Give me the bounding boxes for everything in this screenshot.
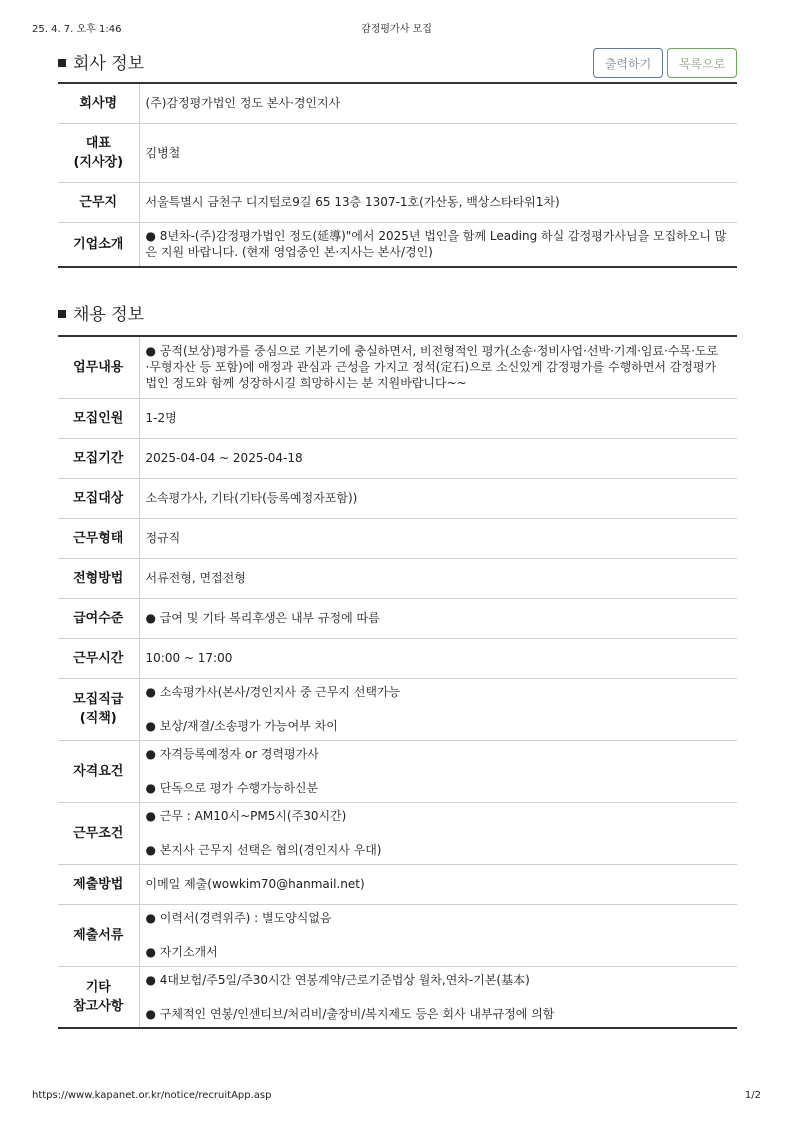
row-label: [58, 398, 139, 438]
row-label: [58, 904, 139, 966]
table-row: [58, 83, 737, 123]
row-label-line: 대표: [85, 135, 111, 151]
company-section-title: 회사 정보: [58, 44, 737, 78]
table-row: [58, 904, 737, 966]
row-value-line: ● 자기소개서: [145, 945, 218, 959]
row-value: [139, 598, 737, 638]
row-value-line: ● 자격등록예정자 or 경력평가사: [145, 747, 319, 761]
row-value-line: ● 본지사 근무지 선택은 협의(경인지사 우대): [145, 843, 382, 857]
row-label-line: 제출방법: [73, 876, 124, 892]
table-row: [58, 518, 737, 558]
table-row: [58, 598, 737, 638]
row-value-line: 이메일 제출(wowkim70@hanmail.net): [145, 877, 365, 891]
recruit-section: [58, 295, 737, 1029]
table-row: [58, 802, 737, 864]
row-label: [58, 336, 139, 398]
row-value-line: ● 이력서(경력위주) : 별도양식없음: [145, 911, 332, 925]
row-label: [58, 558, 139, 598]
table-row: [58, 740, 737, 802]
row-value: [139, 222, 737, 267]
row-label-line: 제출서류: [73, 927, 124, 943]
table-row: [58, 182, 737, 222]
row-value-line: 정규직: [145, 531, 181, 545]
row-value-line: 서울특별시 금천구 디지털로9길 65 13층 1307-1호(가산동, 백상스타타워1차): [145, 195, 560, 209]
company-section: [58, 44, 737, 268]
row-label: [58, 123, 139, 182]
row-value-line: ● 소속평가사(본사/경인지사 중 근무지 선택가능: [145, 685, 401, 699]
row-label: [58, 638, 139, 678]
row-value-line: 법인 정도와 함께 성장하시길 희망하시는 분 지원바랍니다~~: [145, 376, 467, 391]
row-value: [139, 864, 737, 904]
table-row: [58, 678, 737, 740]
row-value-line: 서류전형, 면접전형: [145, 571, 246, 585]
row-value-line: (주)감정평가법인 정도 본사·경인지사: [145, 96, 341, 111]
row-value-line: ● 8년차-(주)감정평가법인 정도(延導)"에서 2025년 법인을 함께 Leading 하실 감정평가사님을 모집하오니 많: [145, 229, 727, 244]
row-value: [139, 336, 737, 398]
row-label: [58, 518, 139, 558]
row-value: [139, 802, 737, 864]
row-value-line: ·무형자산 등 포함)에 애정과 관심과 근성을 가지고 정석(定石)으로 소신있게 감정평가를 수행하면서 감정평가: [145, 360, 717, 375]
row-value: [139, 398, 737, 438]
page-number: 1/2: [744, 1090, 761, 1101]
row-value-line: 10:00 ~ 17:00: [145, 651, 233, 665]
table-row: [58, 398, 737, 438]
row-label-line: 자격요건: [73, 763, 124, 779]
table-row: [58, 478, 737, 518]
list-button[interactable]: 목록으로: [667, 48, 737, 78]
row-value-line: [146, 988, 732, 1006]
row-label: [58, 83, 139, 123]
table-row: [58, 558, 737, 598]
row-value-line: [146, 700, 732, 718]
recruit-table: [58, 335, 737, 1029]
print-footer: [32, 1090, 761, 1104]
row-label-line: 근무형태: [73, 530, 124, 546]
row-label: [58, 438, 139, 478]
row-label: [58, 802, 139, 864]
row-value-line: [146, 926, 732, 944]
row-value-line: ● 공적(보상)평가를 중심으로 기본기에 충실하면서, 비전형적인 평가(소송·정비사업·선박·기계·임료·수목·도로: [145, 344, 719, 359]
row-value: [139, 638, 737, 678]
row-label-line: 근무지: [79, 194, 118, 210]
row-label: [58, 864, 139, 904]
print-button[interactable]: 출력하기: [593, 48, 663, 78]
row-label: [58, 598, 139, 638]
row-value: [139, 966, 737, 1028]
row-label: [58, 678, 139, 740]
table-row: [58, 638, 737, 678]
row-label-line: 급여수준: [73, 610, 124, 626]
row-value-line: ● 보상/재결/소송평가 가능여부 차이: [145, 719, 338, 733]
recruit-section-title: 채용 정보: [58, 295, 737, 329]
action-buttons: [593, 48, 737, 78]
print-title: 감정평가사 모집: [361, 24, 432, 35]
row-label-line: 모집인원: [73, 410, 124, 426]
square-bullet-icon: [58, 59, 66, 67]
row-value-line: 은 지원 바랍니다. (현재 영업중인 본·지사는 본사/경인): [145, 245, 433, 260]
row-label-line: 모집직급: [73, 692, 124, 707]
row-label-line: (지사장): [73, 154, 124, 170]
table-row: [58, 336, 737, 398]
row-label: [58, 966, 139, 1028]
square-bullet-icon: [58, 310, 66, 318]
row-value-line: [146, 824, 732, 842]
row-value-line: ● 4대보험/주5일/주30시간 연봉계약/근로기준법상 월차,연차-기본(基本): [145, 972, 530, 987]
row-label-line: 근무시간: [73, 650, 124, 666]
row-value-line: [146, 762, 732, 780]
row-value-line: ● 근무 : AM10시~PM5시(주30시간): [145, 809, 347, 823]
row-label: [58, 740, 139, 802]
print-header: [32, 20, 761, 36]
table-row: [58, 123, 737, 182]
row-value: [139, 478, 737, 518]
print-date: 25. 4. 7. 오후 1:46: [32, 24, 122, 35]
row-value: [139, 83, 737, 123]
row-label-line: 근무조건: [73, 825, 124, 841]
row-value-line: ● 단독으로 평가 수행가능하신분: [145, 781, 319, 795]
row-value-line: ● 구체적인 연봉/인센티브/처리비/출장비/복지제도 등은 회사 내부규정에 의함: [145, 1006, 555, 1021]
row-label-line: (직책): [79, 711, 117, 726]
row-value: [139, 558, 737, 598]
row-value: [139, 740, 737, 802]
row-label: [58, 222, 139, 267]
row-value: [139, 904, 737, 966]
row-value: [139, 182, 737, 222]
row-value-line: 2025-04-04 ~ 2025-04-18: [145, 451, 303, 465]
row-value-line: ● 급여 및 기타 복리후생은 내부 규정에 따름: [145, 611, 380, 625]
row-label-line: 모집대상: [73, 490, 124, 506]
table-row: [58, 438, 737, 478]
table-row: [58, 966, 737, 1028]
row-label-line: 모집기간: [73, 450, 124, 466]
row-label-line: 기업소개: [73, 236, 124, 252]
company-table: [58, 82, 737, 268]
row-label-line: 전형방법: [73, 570, 124, 586]
table-row: [58, 864, 737, 904]
row-label-line: 기타: [85, 979, 111, 995]
row-value: [139, 123, 737, 182]
row-value-line: 소속평가사, 기타(기타(등록예정자포함)): [145, 491, 358, 505]
row-value-line: 김병철: [145, 145, 181, 160]
row-label: [58, 478, 139, 518]
page-url: https://www.kapanet.or.kr/notice/recruitApp.asp: [32, 1090, 272, 1101]
row-label: [58, 182, 139, 222]
table-row: [58, 222, 737, 267]
row-label-line: 업무내용: [73, 359, 124, 375]
row-value: [139, 438, 737, 478]
row-value: [139, 518, 737, 558]
row-value-line: 1-2명: [145, 411, 177, 425]
row-label-line: 회사명: [79, 95, 118, 111]
row-label-line: 참고사항: [73, 998, 124, 1014]
row-value: [139, 678, 737, 740]
